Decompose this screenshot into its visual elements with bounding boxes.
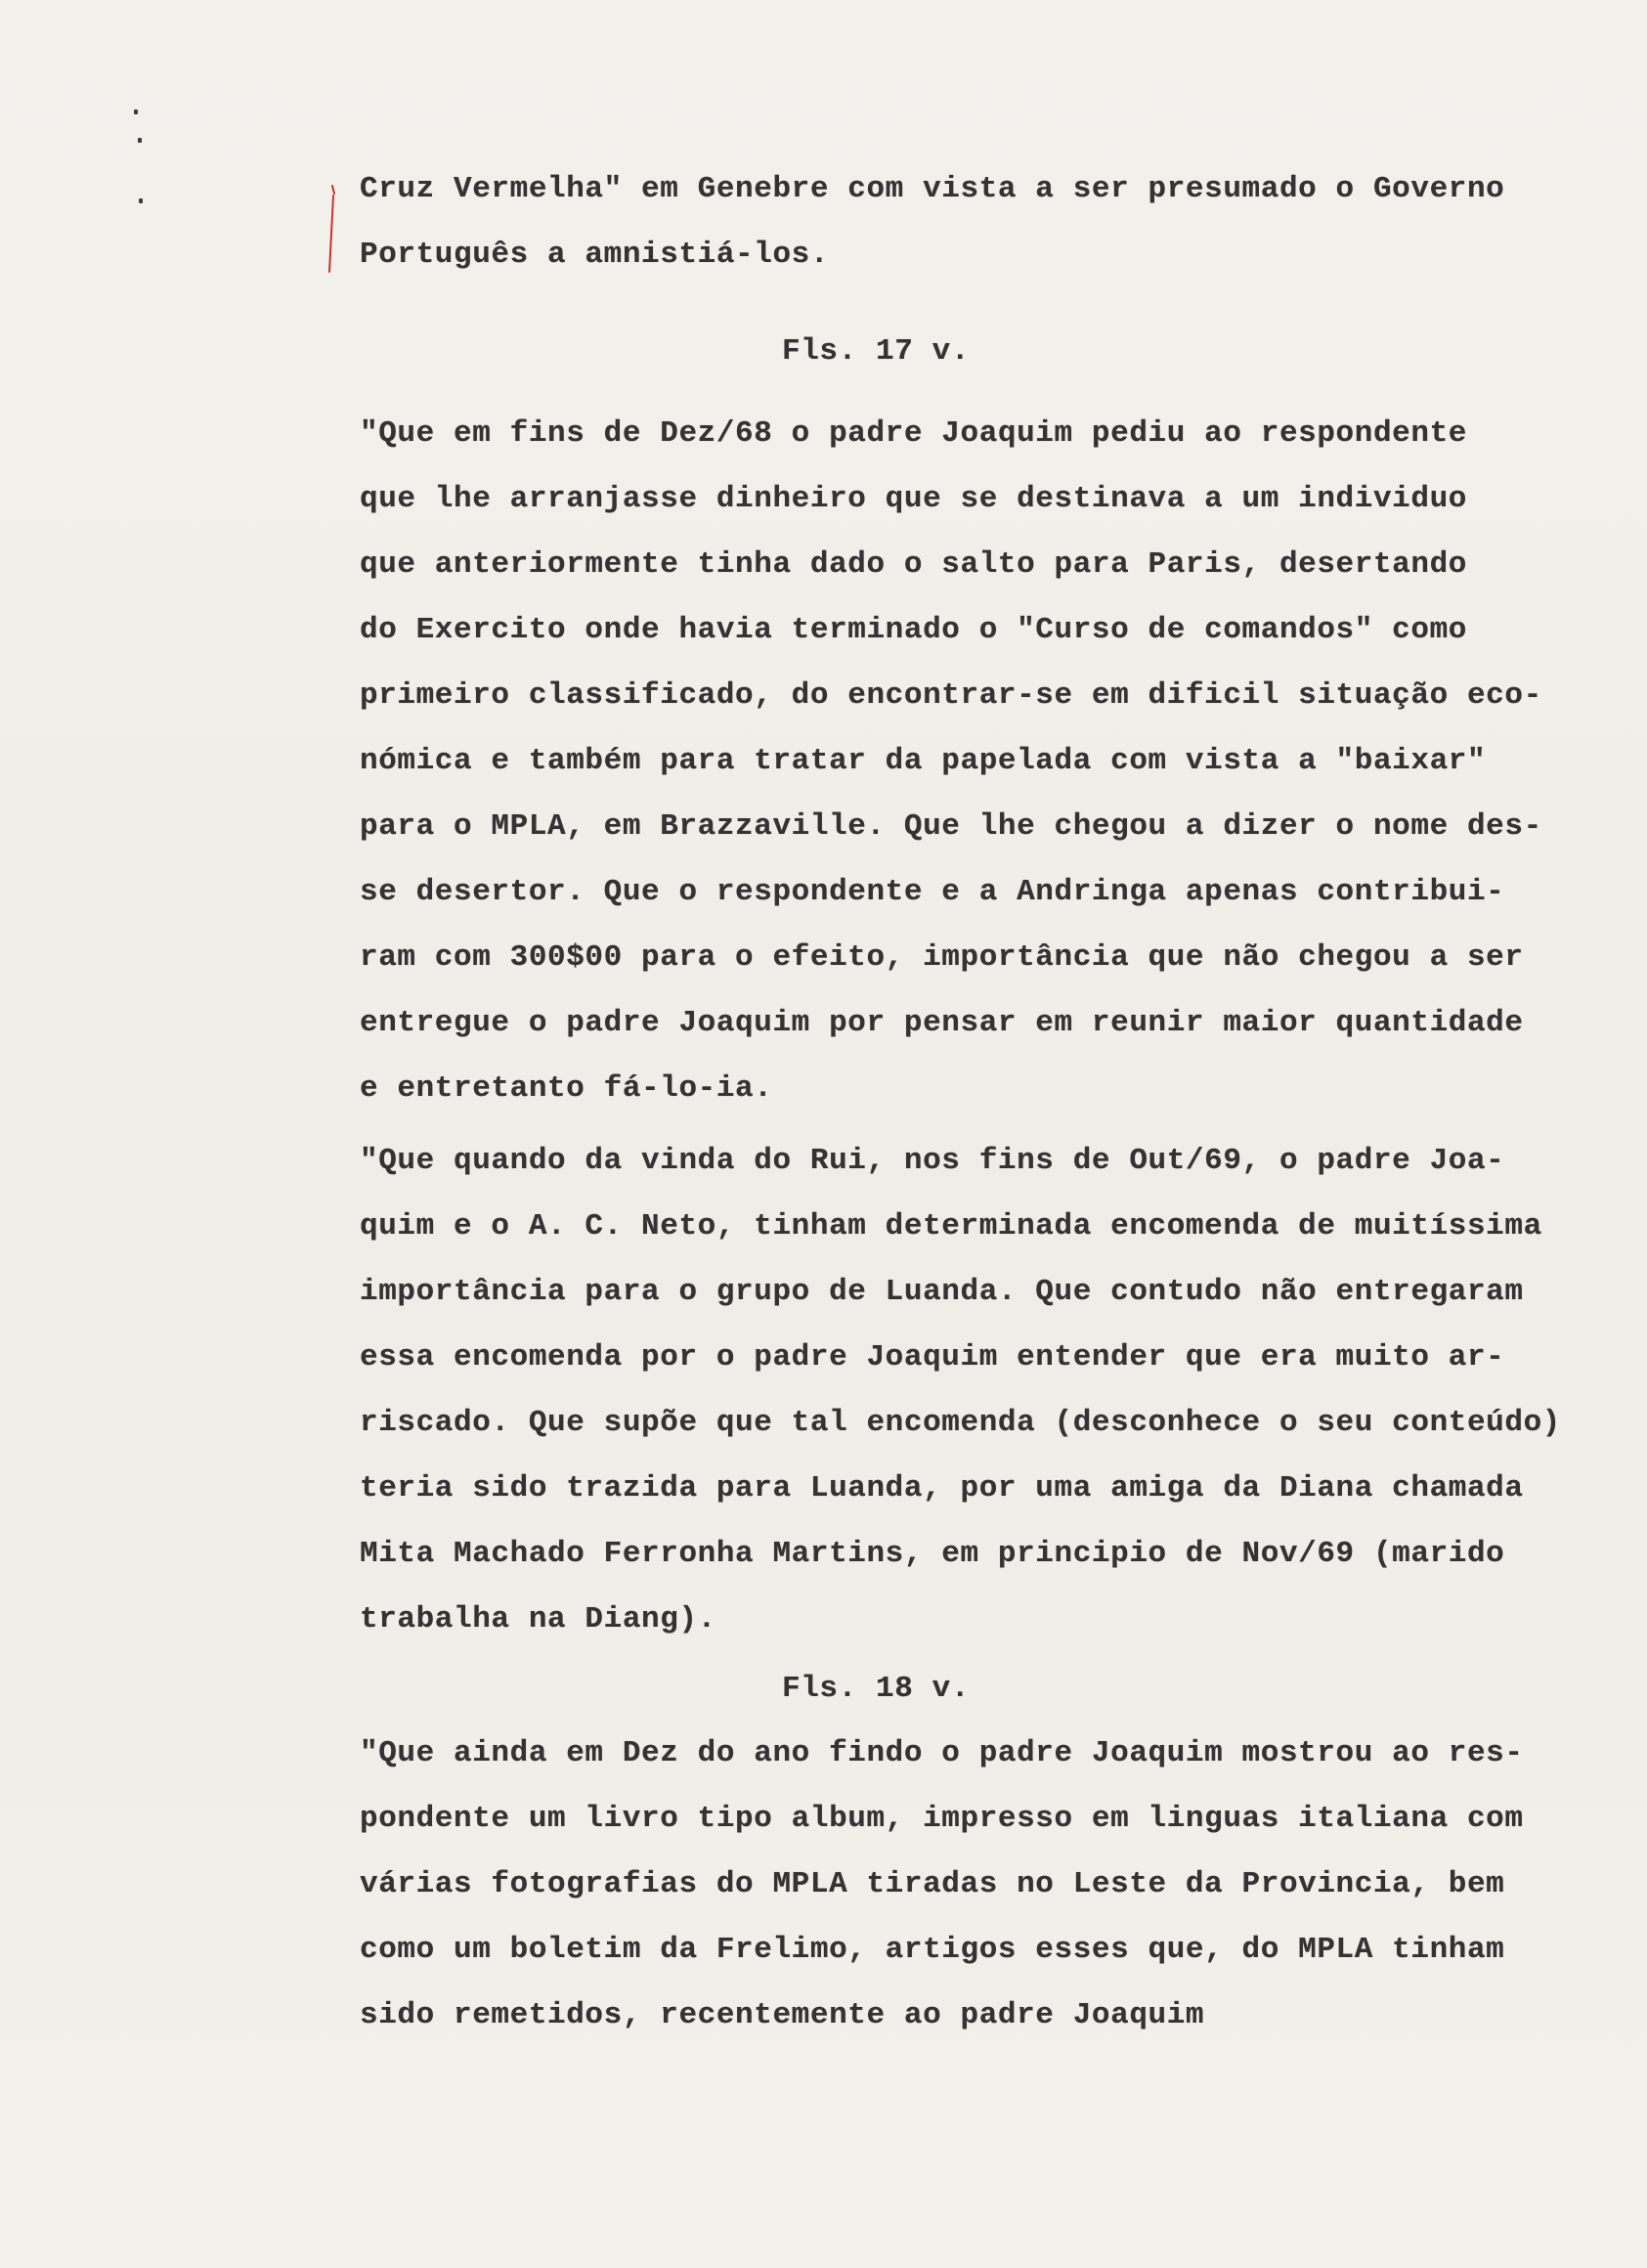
text-line: trabalha na Diang). [360, 1602, 716, 1636]
text-line: várias fotografias do MPLA tiradas no Leste da Provincia, bem [360, 1867, 1505, 1901]
text-line: entregue o padre Joaquim por pensar em reunir maior quantidade [360, 1006, 1524, 1040]
section-heading-fls-18: Fls. 18 v. [782, 1672, 971, 1706]
paragraph-fls-17 [360, 416, 1630, 1107]
punch-mark-bottom [139, 198, 143, 203]
text-line: que anteriormente tinha dado o salto para Paris, desertando [360, 547, 1467, 582]
text-line: nómica e também para tratar da papelada com vista a "baixar" [360, 744, 1487, 778]
text-line: teria sido trazida para Luanda, por uma amiga da Diana chamada [360, 1471, 1524, 1505]
red-margin-mark [326, 184, 336, 274]
text-line: riscado. Que supõe que tal encomenda (desconhece o seu conteúdo) [360, 1406, 1561, 1440]
top-paragraph [360, 172, 1630, 273]
text-line: ram com 300$00 para o efeito, importância que não chegou a ser [360, 940, 1524, 975]
text-line: primeiro classificado, do encontrar-se em dificil situação eco- [360, 678, 1542, 713]
text-line: "Que quando da vinda do Rui, nos fins de Out/69, o padre Joa- [360, 1144, 1505, 1178]
text-line: que lhe arranjasse dinheiro que se destinava a um individuo [360, 482, 1467, 516]
text-line: quim e o A. C. Neto, tinham determinada encomenda de muitíssima [360, 1209, 1542, 1243]
text-line: "Que em fins de Dez/68 o padre Joaquim pediu ao respondente [360, 416, 1467, 451]
text-line: se desertor. Que o respondente e a Andringa apenas contribui- [360, 875, 1505, 909]
punch-mark-middle [138, 138, 142, 143]
text-line: e entretanto fá-lo-ia. [360, 1071, 773, 1106]
text-line: Cruz Vermelha" em Genebre com vista a ser presumado o Governo [360, 172, 1505, 206]
text-line: para o MPLA, em Brazzaville. Que lhe chegou a dizer o nome des- [360, 809, 1542, 844]
text-line: essa encomenda por o padre Joaquim entender que era muito ar- [360, 1340, 1505, 1374]
text-line: importância para o grupo de Luanda. Que contudo não entregaram [360, 1275, 1524, 1309]
section-heading-fls-17: Fls. 17 v. [782, 334, 971, 369]
text-line: Português a amnistiá-los. [360, 238, 830, 272]
text-line: "Que ainda em Dez do ano findo o padre Joaquim mostrou ao res- [360, 1736, 1524, 1770]
punch-mark-top [134, 109, 138, 114]
text-line: como um boletim da Frelimo, artigos esses que, do MPLA tinham [360, 1933, 1505, 1967]
text-line: sido remetidos, recentemente ao padre Joaquim [360, 1998, 1205, 2032]
text-line: do Exercito onde havia terminado o "Curso de comandos" como [360, 613, 1467, 647]
text-line: pondente um livro tipo album, impresso em linguas italiana com [360, 1802, 1524, 1836]
text-line: Mita Machado Ferronha Martins, em principio de Nov/69 (marido [360, 1537, 1505, 1571]
paragraph-rui-visit [360, 1144, 1630, 1637]
paragraph-fls-18 [360, 1736, 1630, 2033]
